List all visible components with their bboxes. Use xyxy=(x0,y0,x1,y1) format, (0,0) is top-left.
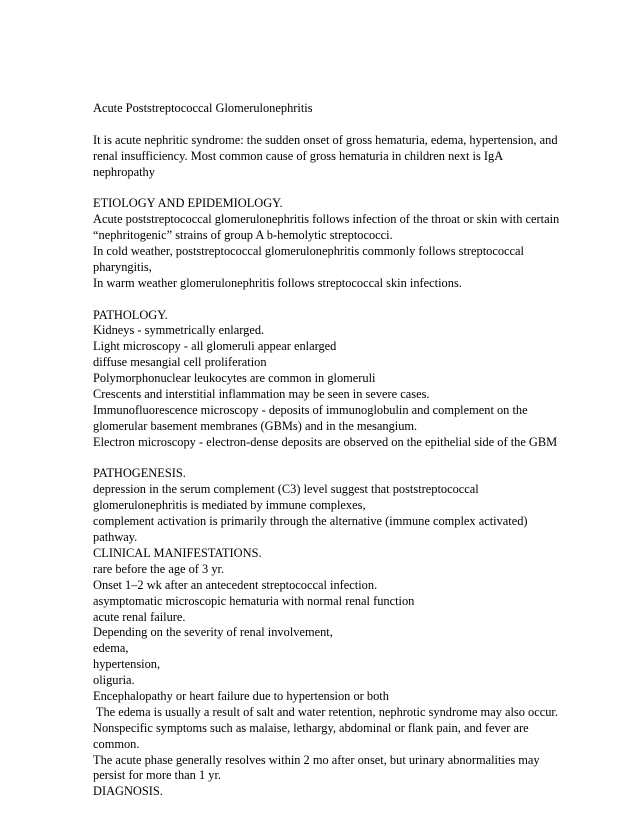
intro-line: renal insufficiency. Most common cause of gross hematuria in children next is IgA xyxy=(93,148,504,163)
spacer xyxy=(93,180,573,196)
clinical-line: edema, xyxy=(93,641,129,656)
clinical-line: asymptomatic microscopic hematuria with normal renal function xyxy=(93,593,415,608)
document-title: Acute Poststreptococcal Glomerulonephritis xyxy=(93,101,313,115)
etiology-line: In warm weather glomerulonephritis follows streptococcal skin infections. xyxy=(93,275,462,290)
intro-line: It is acute nephritic syndrome: the sudden onset of gross hematuria, edema, hypertension, and xyxy=(93,132,558,147)
etiology-line: In cold weather, poststreptococcal glomerulonephritis commonly follows streptococcal xyxy=(93,244,524,259)
spacer xyxy=(93,451,573,467)
pathology-line: Kidneys - symmetrically enlarged. xyxy=(93,323,265,338)
pathogenesis-line: complement activation is primarily through the alternative (immune complex activated) xyxy=(93,514,528,529)
pathology-line: Electron microscopy - electron-dense deposits are observed on the epithelial side of the GBM xyxy=(93,434,558,449)
clinical-line: oliguria. xyxy=(93,673,135,688)
pathology-line: Polymorphonuclear leukocytes are common in glomeruli xyxy=(93,371,376,386)
etiology-heading: ETIOLOGY AND EPIDEMIOLOGY. xyxy=(93,196,283,211)
clinical-line: acute renal failure. xyxy=(93,609,186,624)
pathogenesis-heading: PATHOGENESIS. xyxy=(93,466,186,481)
clinical-line: common. xyxy=(93,736,140,751)
clinical-line: Onset 1–2 wk after an antecedent streptococcal infection. xyxy=(93,577,378,592)
pathogenesis-line: glomerulonephritis is mediated by immune complexes, xyxy=(93,498,366,513)
intro-line: nephropathy xyxy=(93,164,155,179)
pathology-heading: PATHOLOGY. xyxy=(93,307,168,322)
pathology-line: Crescents and interstitial inflammation may be seen in severe cases. xyxy=(93,387,430,402)
clinical-line: Nonspecific symptoms such as malaise, lethargy, abdominal or flank pain, and fever are xyxy=(93,720,529,735)
spacer xyxy=(93,292,573,308)
pathology-line: Light microscopy - all glomeruli appear enlarged xyxy=(93,339,337,354)
clinical-line: Encephalopathy or heart failure due to hypertension or both xyxy=(93,688,389,703)
spacer xyxy=(93,117,573,133)
clinical-line: The acute phase generally resolves within 2 mo after onset, but urinary abnormalities may xyxy=(93,752,540,767)
clinical-line: The edema is usually a result of salt and water retention, nephrotic syndrome may also occur. xyxy=(93,704,558,719)
pathogenesis-line: depression in the serum complement (C3) level suggest that poststreptococcal xyxy=(93,482,479,497)
clinical-line: Depending on the severity of renal involvement, xyxy=(93,625,333,640)
document-page xyxy=(93,101,573,800)
pathology-line: diffuse mesangial cell proliferation xyxy=(93,355,267,370)
etiology-line: pharyngitis, xyxy=(93,259,152,274)
pathogenesis-line: pathway. xyxy=(93,530,138,545)
clinical-line: hypertension, xyxy=(93,657,161,672)
clinical-line: persist for more than 1 yr. xyxy=(93,768,222,783)
diagnosis-heading: DIAGNOSIS. xyxy=(93,784,163,799)
clinical-heading: CLINICAL MANIFESTATIONS. xyxy=(93,545,262,560)
pathology-line: Immunofluorescence microscopy - deposits of immunoglobulin and complement on the xyxy=(93,402,528,417)
pathology-line: glomerular basement membranes (GBMs) and in the mesangium. xyxy=(93,418,418,433)
etiology-line: “nephritogenic” strains of group A b-hemolytic streptococci. xyxy=(93,228,393,243)
etiology-line: Acute poststreptococcal glomerulonephritis follows infection of the throat or skin with certain xyxy=(93,212,560,227)
clinical-line: rare before the age of 3 yr. xyxy=(93,561,225,576)
